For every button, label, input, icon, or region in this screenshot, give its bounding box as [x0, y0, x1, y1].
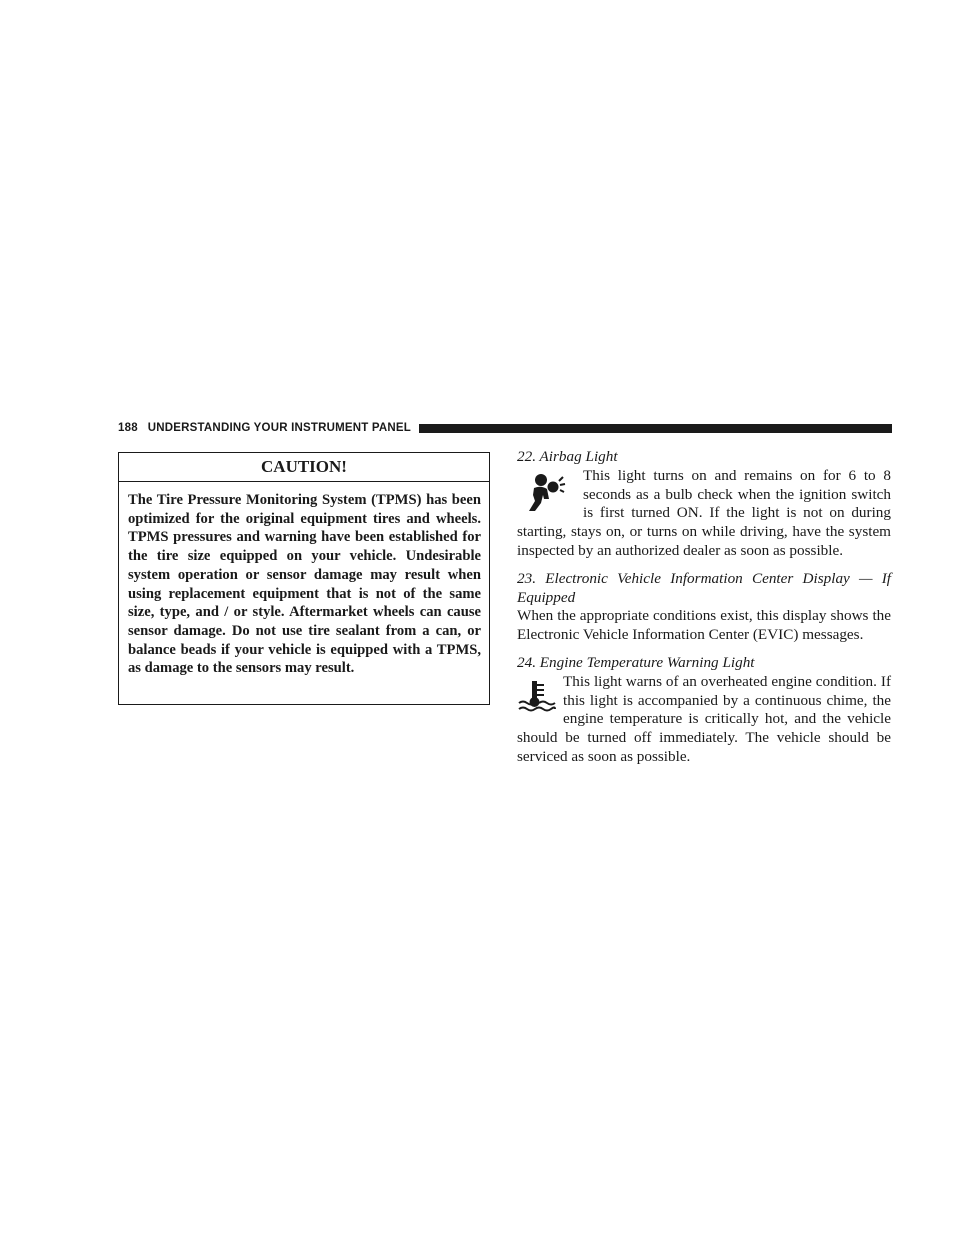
page-header	[118, 420, 892, 436]
section-body: This light warns of an overheated engine condition. If this light is accompanied by a continuous chime, the engine temperature is critically hot, and the vehicle should be turned off immediately. The vehicle should be serviced as soon as possible.	[517, 672, 891, 765]
section-airbag-light	[517, 448, 891, 561]
section-heading: 22. Airbag Light	[517, 448, 618, 465]
section-engine-temperature	[517, 654, 891, 767]
airbag-icon	[517, 471, 577, 517]
section-body: When the appropriate conditions exist, this display shows the Electronic Vehicle Information Center (EVIC) messages.	[517, 607, 891, 644]
caution-title: CAUTION!	[119, 453, 489, 482]
section-heading: 23. Electronic Vehicle Information Center Display — If Equipped	[517, 569, 891, 606]
caution-box	[118, 452, 490, 705]
engine-temperature-icon	[517, 677, 557, 719]
page-number: 188	[118, 422, 138, 434]
section-heading: 24. Engine Temperature Warning Light	[517, 653, 755, 671]
right-column	[517, 448, 891, 776]
section-title: UNDERSTANDING YOUR INSTRUMENT PANEL	[147, 422, 411, 434]
caution-body: The Tire Pressure Monitoring System (TPMS) has been optimized for the original equipment tires and wheels. TPMS pressures and warning have been established for the tire size equipped on your vehicle. Undesirable system operation or sensor damage may result when using replacement equipment that is not of the same size, type, and / or style. Aftermarket wheels can cause sensor damage. Do not use tire sealant from a can, or balance beads if your vehicle is equipped with a TPMS, as damage to the sensors may result.	[128, 492, 481, 677]
header-rule	[419, 424, 892, 433]
section-evic-display	[517, 570, 891, 645]
section-body: This light turns on and remains on for 6 to 8 seconds as a bulb check when the ignition switch is first turned ON. If the light is not on during starting, stays on, or turns on while driving, have the system inspected by an authorized dealer as soon as possible.	[517, 466, 891, 559]
